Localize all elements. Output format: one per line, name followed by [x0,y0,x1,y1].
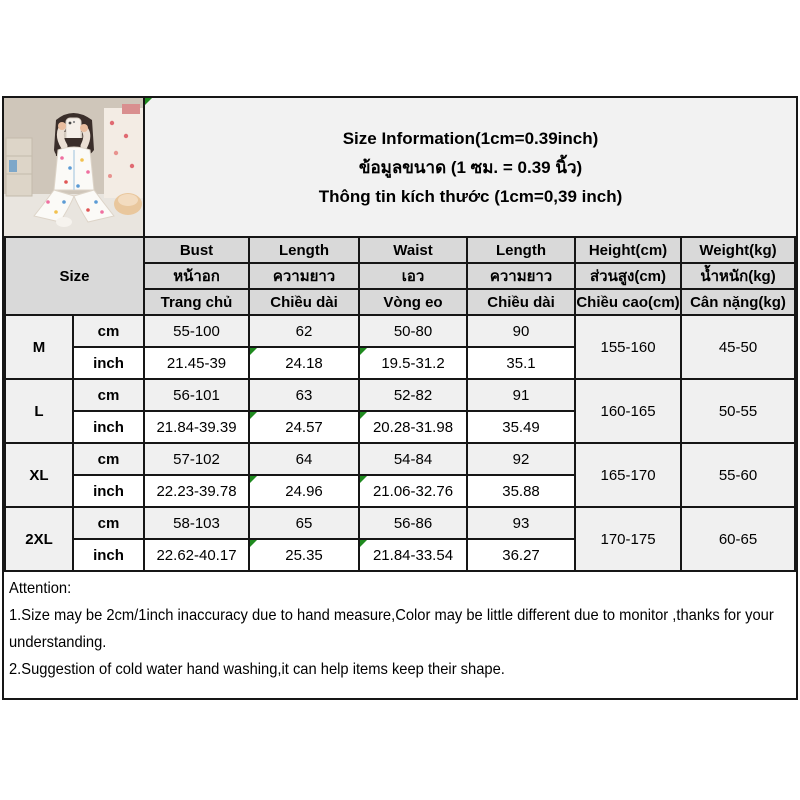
xl-length-inch: 24.96 [249,475,359,507]
title-block [145,98,796,236]
m-weight: 45-50 [681,315,795,379]
unit-cm: cm [73,443,144,475]
col-header-height-en: Height(cm) [575,237,681,263]
l-length-inch: 24.57 [249,411,359,443]
m-length-inch: 24.18 [249,347,359,379]
m-length2-inch: 35.1 [467,347,575,379]
xl-bust-cm: 57-102 [144,443,249,475]
size-label-2xl: 2XL [5,507,73,571]
col-header-height-vi: Chiều cao(cm) [575,289,681,315]
col-header-length2-en: Length [467,237,575,263]
2xl-length-inch: 25.35 [249,539,359,571]
l-bust-cm: 56-101 [144,379,249,411]
top-band [4,98,796,236]
col-header-bust-vi: Trang chủ [144,289,249,315]
m-waist-inch: 19.5-31.2 [359,347,467,379]
xl-length-cm: 64 [249,443,359,475]
xl-waist-inch: 21.06-32.76 [359,475,467,507]
xl-height: 165-170 [575,443,681,507]
2xl-length2-inch: 36.27 [467,539,575,571]
col-header-length2-th: ความยาว [467,263,575,289]
size-label-l: L [5,379,73,443]
m-height: 155-160 [575,315,681,379]
m-bust-inch: 21.45-39 [144,347,249,379]
2xl-waist-inch: 21.84-33.54 [359,539,467,571]
col-header-weight-en: Weight(kg) [681,237,795,263]
l-height: 160-165 [575,379,681,443]
col-header-height-th: ส่วนสูง(cm) [575,263,681,289]
unit-inch: inch [73,411,144,443]
xl-length2-cm: 92 [467,443,575,475]
product-photo [4,98,145,236]
size-header: Size [5,237,144,315]
attention-line-2: 2.Suggestion of cold water hand washing,it can help items keep their shape. [9,661,505,678]
xl-bust-inch: 22.23-39.78 [144,475,249,507]
2xl-weight: 60-65 [681,507,795,571]
l-length2-cm: 91 [467,379,575,411]
m-length2-cm: 90 [467,315,575,347]
m-length-cm: 62 [249,315,359,347]
l-weight: 50-55 [681,379,795,443]
col-header-length-vi: Chiều dài [249,289,359,315]
pajama-model-photo-illustration [4,98,143,236]
unit-cm: cm [73,315,144,347]
xl-waist-cm: 54-84 [359,443,467,475]
row-l-cm [5,379,795,411]
l-waist-inch: 20.28-31.98 [359,411,467,443]
col-header-bust-th: หน้าอก [144,263,249,289]
attention-notes [4,572,796,698]
2xl-bust-inch: 22.62-40.17 [144,539,249,571]
l-bust-inch: 21.84-39.39 [144,411,249,443]
l-length2-inch: 35.49 [467,411,575,443]
header-row-en [5,237,795,263]
l-waist-cm: 52-82 [359,379,467,411]
title-thai: ข้อมูลขนาด (1 ซม. = 0.39 นิ้ว) [358,157,583,177]
xl-length2-inch: 35.88 [467,475,575,507]
title-vietnamese: Thông tin kích thước (1cm=0,39 inch) [318,186,623,206]
col-header-waist-en: Waist [359,237,467,263]
col-header-bust-en: Bust [144,237,249,263]
col-header-waist-th: เอว [359,263,467,289]
unit-cm: cm [73,379,144,411]
unit-inch: inch [73,539,144,571]
col-header-weight-vi: Cân nặng(kg) [681,289,795,315]
row-2xl-cm [5,507,795,539]
col-header-weight-th: น้ำหนัก(kg) [681,263,795,289]
attention-heading: Attention: [9,580,72,597]
col-header-waist-vi: Vòng eo [359,289,467,315]
size-chart-sheet [2,96,798,700]
size-label-xl: XL [5,443,73,507]
unit-inch: inch [73,347,144,379]
size-label-m: M [5,315,73,379]
m-bust-cm: 55-100 [144,315,249,347]
attention-line-1: 1.Size may be 2cm/1inch inaccuracy due to hand measure,Color may be little different due to monitor ,thanks for your understanding. [9,607,774,651]
title-english: Size Information(1cm=0.39inch) [342,128,599,148]
2xl-waist-cm: 56-86 [359,507,467,539]
unit-inch: inch [73,475,144,507]
unit-cm: cm [73,507,144,539]
2xl-bust-cm: 58-103 [144,507,249,539]
m-waist-cm: 50-80 [359,315,467,347]
col-header-length2-vi: Chiều dài [467,289,575,315]
col-header-length-th: ความยาว [249,263,359,289]
2xl-height: 170-175 [575,507,681,571]
l-length-cm: 63 [249,379,359,411]
2xl-length-cm: 65 [249,507,359,539]
2xl-length2-cm: 93 [467,507,575,539]
xl-weight: 55-60 [681,443,795,507]
row-m-cm [5,315,795,347]
size-table [4,236,796,572]
row-xl-cm [5,443,795,475]
col-header-length-en: Length [249,237,359,263]
